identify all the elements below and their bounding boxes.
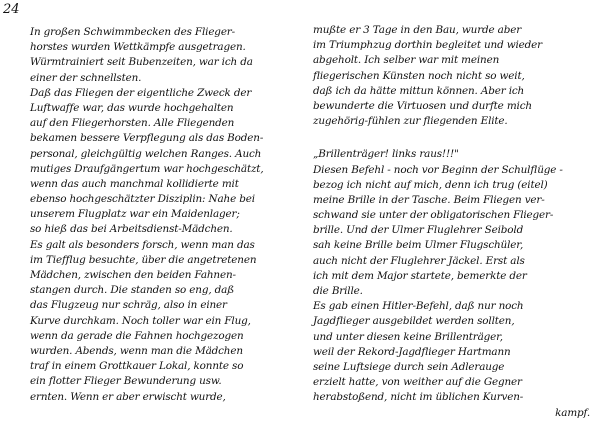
text-line: zugehörig-fühlen zur fliegenden Elite. xyxy=(313,115,508,128)
text-line: brille. Und der Ulmer Fluglehrer Seibold xyxy=(313,224,524,237)
text-line: im Tiefflug besuchte, über die angetretenen xyxy=(30,253,257,266)
text-line: die Brille. xyxy=(313,285,363,297)
text-line: Es gab einen Hitler-Befehl, daß nur noch xyxy=(313,300,524,313)
text-line: ich mit dem Major startete, bemerkte der xyxy=(313,269,527,282)
text-line: personal, gleichgültig welchen Ranges. Auch xyxy=(30,147,262,160)
text-line: einer der schnellsten. xyxy=(30,71,142,84)
text-line: so hieß das bei Arbeitsdienst-Mädchen. xyxy=(30,223,233,236)
text-line: weil der Rekord-Jagdflieger Hartmann xyxy=(313,345,511,358)
text-line: ernten. Wenn er aber erwischt wurde, xyxy=(30,390,226,403)
text-line: ein flotter Flieger Bewunderung usw. xyxy=(30,375,222,388)
text-line: In großen Schwimmbecken des Flieger- xyxy=(30,26,235,38)
text-line: auch nicht der Fluglehrer Jäckel. Erst als xyxy=(313,254,525,267)
text-line: unserem Flugplatz war ein Maidenlager; xyxy=(30,208,240,221)
text-line: bezog ich nicht auf mich, denn ich trug (eitel) xyxy=(313,178,548,191)
text-line: ebenso hochgeschätzter Disziplin: Nahe bei xyxy=(30,193,255,206)
text-line: Jagdflieger ausgebildet werden sollten, xyxy=(313,315,515,328)
text-line: Würmtrainiert seit Bubenzeiten, war ich da xyxy=(30,56,253,69)
text-line: mußte er 3 Tage in den Bau, wurde aber xyxy=(313,24,522,36)
text-line: wurden. Abends, wenn man die Mädchen xyxy=(30,344,243,357)
text-line: Diesen Befehl - noch vor Beginn der Schulflüge - xyxy=(313,163,563,176)
text-line: sah keine Brille beim Ulmer Flugschüler, xyxy=(313,239,524,252)
text-line: Mädchen, zwischen den beiden Fahnen- xyxy=(30,269,236,281)
text-line: schwand sie unter der obligatorischen Flieger- xyxy=(313,209,554,222)
text-line: auf den Fliegerhorsten. Alle Fliegenden xyxy=(30,117,235,130)
text-line: seine Luftsiege durch sein Adlerauge xyxy=(313,360,505,373)
text-line: daß ich da hätte mittun können. Aber ich xyxy=(313,84,525,97)
text-line: bekamen bessere Verpflegung als das Boden- xyxy=(30,132,264,145)
text-line: fliegerischen Künsten noch nicht so weit, xyxy=(313,69,525,82)
text-line: bewunderte die Virtuosen und durfte mich xyxy=(313,99,532,112)
right-text-column xyxy=(313,23,598,421)
text-line: im Triumphzug dorthin begleitet und wieder xyxy=(313,39,542,52)
text-line: das Flugzeug nur schräg, also in einer xyxy=(30,299,227,312)
text-line: horstes wurden Wettkämpfe ausgetragen. xyxy=(30,41,246,54)
text-line: traf in einem Grottkauer Lokal, konnte so xyxy=(30,360,244,373)
left-text-column xyxy=(30,25,320,405)
text-line: Kurve durchkam. Noch toller war ein Flug, xyxy=(30,314,251,327)
text-line: Es galt als besonders forsch, wenn man das xyxy=(30,238,255,251)
text-line: wenn das auch manchmal kollidierte mit xyxy=(30,177,239,190)
text-line: erzielt hatte, von weither auf die Gegner xyxy=(313,376,522,389)
text-line: mutiges Draufgängertum war hochgeschätzt, xyxy=(30,162,264,175)
text-line-last-word: kampf. xyxy=(555,406,590,419)
text-line: herabstoßend, nicht im üblichen Kurven- xyxy=(313,391,524,404)
text-line: abgeholt. Ich selber war mit meinen xyxy=(313,54,500,67)
text-line: meine Brille in der Tasche. Beim Fliegen ver- xyxy=(313,193,545,206)
text-line: Daß das Fliegen der eigentliche Zweck der xyxy=(30,86,252,99)
text-line: Luftwaffe war, das wurde hochgehalten xyxy=(30,101,234,114)
text-line: wenn da gerade die Fahnen hochgezogen xyxy=(30,329,244,342)
paragraph-gap xyxy=(313,129,598,147)
text-line: „Brillenträger! links raus!!!" xyxy=(313,148,459,161)
page-number: 24 xyxy=(3,2,20,17)
text-line: und unter diesen keine Brillenträger, xyxy=(313,330,503,343)
text-line: stangen durch. Die standen so eng, daß xyxy=(30,284,234,297)
